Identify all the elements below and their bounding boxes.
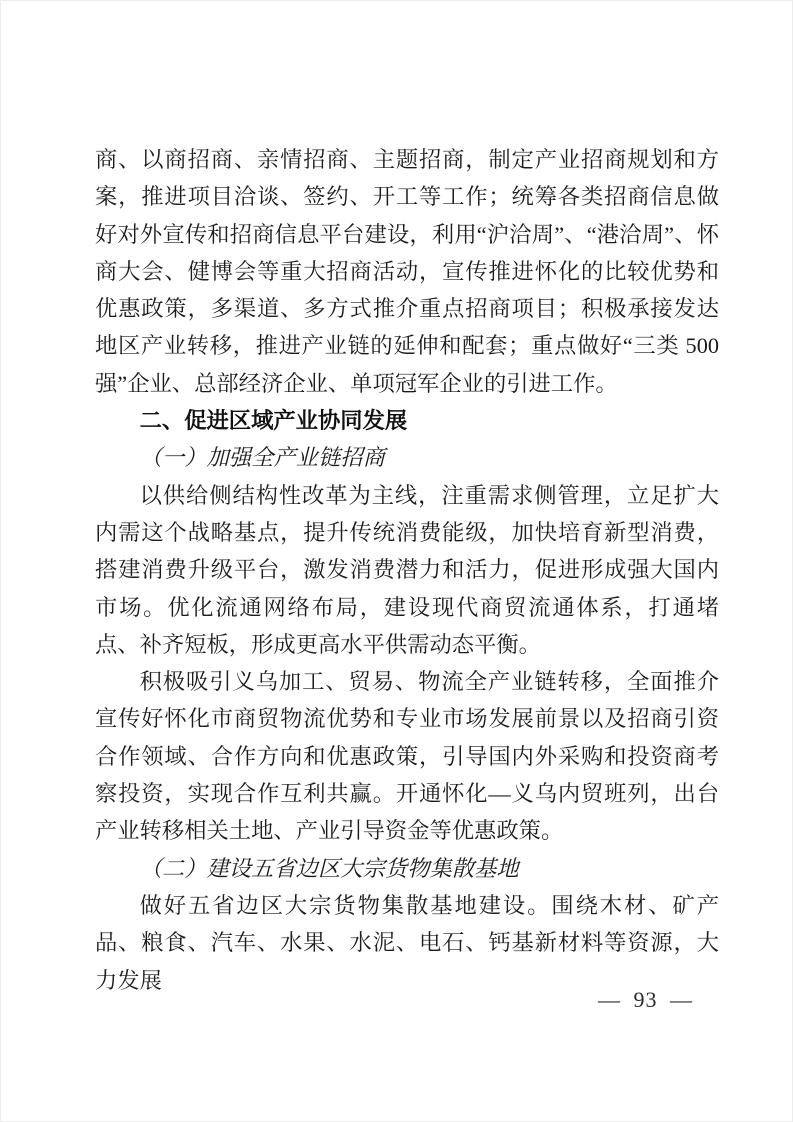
subsection-1-heading: （一）加强全产业链招商 [139,445,385,471]
continuation-paragraph: 商、以商招商、亲情招商、主题招商，制定产业招商规划和方案，推进项目洽谈、签约、开工等工作；统筹各类招商信息做好对外宣传和招商信息平台建设，利用“沪洽周”、“港洽周”、怀商大会、健博会等重大招商活动，宣传推进怀化的比较优势和优惠政策，多渠道、多方式推介重点招商项目；积极承接发达地区产业转移，推进产业链的延伸和配套；重点做好“三类 500 强”企业、总部经济企业、单项冠军企业的引进工作。 [95,147,719,396]
subsection-1-paragraph-1: 以供给侧结构性改革为主线，注重需求侧管理，立足扩大内需这个战略基点，提升传统消费能级，加快培育新型消费，搭建消费升级平台，激发消费潜力和活力，促进形成强大国内市场。优化流通网络布局，建设现代商贸流通体系，打通堵点、补齐短板，形成更高水平供需动态平衡。 [95,482,719,657]
subsection-1-paragraph-2: 积极吸引义乌加工、贸易、物流全产业链转移，全面推介宣传好怀化市商贸物流优势和专业市场发展前景以及招商引资合作领域、合作方向和优惠政策，引导国内外采购和投资商考察投资，实现合作互利共赢。开通怀化—义乌内贸班列，出台产业转移相关土地、产业引导资金等优惠政策。 [95,669,719,844]
section-heading: 二、促进区域产业协同发展 [139,408,408,434]
page-number: — 93 — [598,987,693,1012]
document-content [95,141,719,999]
subsection-2-heading: （二）建设五省边区大宗货物集散基地 [139,855,519,881]
subsection-2-paragraph-1: 做好五省边区大宗货物集散基地建设。围绕木材、矿产品、粮食、汽车、水果、水泥、电石、钙基新材料等资源，大力发展 [95,892,719,993]
